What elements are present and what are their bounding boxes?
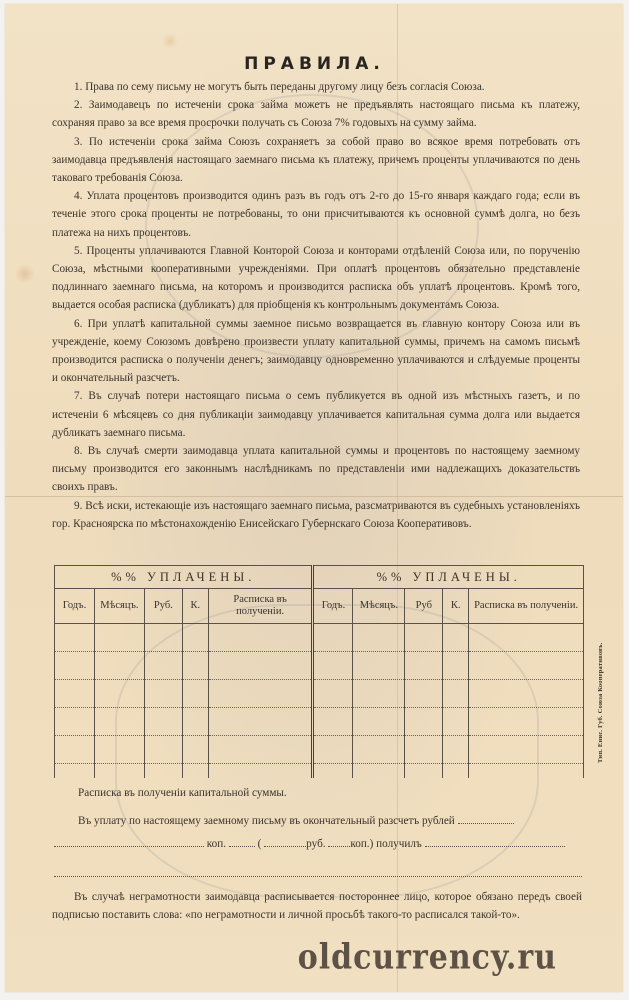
signature-line: [54, 876, 582, 877]
table-row: [55, 680, 584, 708]
table-row: [55, 624, 584, 652]
printer-imprint: Тип. Енис. Губ. Союза Кооперативовъ.: [597, 642, 604, 764]
column-header-year: Годъ.: [313, 589, 353, 624]
table-row: [55, 708, 584, 736]
receipt-amount-text: Въ уплату по настоящему заемному письму въ окончательный разсчетъ рублей: [78, 815, 455, 827]
column-header-kopecks: К.: [443, 589, 469, 624]
received-label: получилъ: [376, 838, 422, 850]
column-header-rubles: Руб: [405, 589, 443, 624]
rule-6: 6. При уплатѣ капитальной суммы заемное письмо возвращается въ главную контору Союза или въ учрежденіе, коему Союзомъ довѣрено произвести уплату капитальной суммы, причемъ на самомъ письмѣ производится расписка о полученіи денегъ; заимодавцу одновременно уплачиваются и слѣдуемые проценты и окончательный разсчетъ.: [52, 317, 580, 385]
column-header-receipt: Расписка въ полученіи.: [208, 589, 313, 624]
amount-blank: [54, 846, 204, 847]
kop-blank: [229, 846, 255, 847]
column-header-year: Годъ.: [55, 589, 95, 624]
document-title: ПРАВИЛА.: [244, 54, 385, 74]
signature-blank: [425, 846, 565, 847]
kop-blank-2: [328, 846, 350, 847]
column-header-kopecks: К.: [182, 589, 208, 624]
table-row: [55, 652, 584, 680]
rule-3: 3. По истеченіи срока займа Союзъ сохраняетъ за собой право во всякое время потребовать отъ заимодавца предъявленія настоящаго заемнаго письма къ платежу, причемъ проценты уплачиваются по день таковаго требованія Союза.: [52, 135, 580, 185]
rule-1: 1. Права по сему письму не могутъ быть переданы другому лицу безъ согласія Союза.: [74, 81, 485, 93]
rub-label: руб.: [306, 838, 326, 850]
table-caption-left: %% УПЛАЧЕНЫ.: [55, 566, 313, 589]
paren: (: [257, 838, 262, 850]
watermark: oldcurrency.ru: [297, 937, 557, 978]
rule-4: 4. Уплата процентовъ производится одинъ разъ въ годъ отъ 2-го до 15-го января каждаго года; если въ теченіе этого срока проценты не потребованы, то они присчитываются къ основной суммѣ долга, но безъ платежа на нихъ процентовъ.: [52, 190, 580, 239]
kop-close-label: коп.): [350, 838, 374, 850]
column-header-receipt: Расписка въ полученіи.: [469, 589, 584, 624]
interest-payment-table: [54, 565, 584, 778]
table-row: [55, 764, 584, 779]
table-caption-right: %% УПЛАЧЕНЫ.: [313, 566, 584, 589]
rule-7: 7. Въ случаѣ потери настоящаго письма о семъ публикуется въ одной изъ мѣстныхъ газетъ, и по истеченіи 6 мѣсяцевъ со дня публикаціи заимодавцу уплачивается капитальная сумма долга или выдается дубликатъ заемнаго письма.: [52, 390, 580, 439]
receipt-title: Расписка въ полученіи капитальной суммы.: [78, 787, 287, 799]
kop-label: коп.: [206, 838, 227, 850]
rub-blank: [264, 846, 306, 847]
rule-8: 8. Въ случаѣ смерти заимодавца уплата капитальной суммы и процентовъ по настоящему заемному письму производится его законнымъ наслѣдникамъ по представленіи ими надлежащихъ доказательствъ своихъ правъ.: [52, 445, 580, 494]
table-row: [55, 736, 584, 764]
illiteracy-note: [52, 888, 582, 924]
rule-2: 2. Заимодавецъ по истеченіи срока займа можетъ не предъявлять настоящаго письма къ платежу, сохраняя право за все время просрочки получать съ Союза 7% годовыхъ на сумму займа.: [52, 99, 580, 130]
rubles-blank: [458, 823, 514, 824]
column-header-rubles: Руб.: [144, 589, 182, 624]
illiteracy-note-text: Въ случаѣ неграмотности заимодавца расписывается постороннее лицо, которое обязано передъ своей подписью поставить слова: «по неграмотности и личной просьбѣ такого-то расписался такой-то».: [52, 891, 582, 922]
column-header-month: Мѣсяцъ.: [353, 589, 405, 624]
rule-9: 9. Всѣ иски, истекающіе изъ настоящаго заемнаго письма, разсматриваются въ судебныхъ установленіяхъ гор. Красноярска по мѣстонахожденію Енисейскаго Губернскаго Союза Кооперативовъ.: [52, 499, 580, 530]
receipt-kopecks-line: [54, 838, 582, 850]
column-header-month: Мѣсяцъ.: [94, 589, 144, 624]
receipt-amount-line: [78, 815, 514, 827]
rules-list: [52, 78, 580, 533]
rule-5: 5. Проценты уплачиваются Главной Конторой Союза и конторами отдѣленій Союза или, по порученію Союза, мѣстными кооперативными учрежденіями. При оплатѣ процентовъ обязательно представленіе подлиннаго заемнаго письма, на которомъ и производится расписка объ уплатѣ процентовъ. Кромѣ того, выдается особая расписка (дубликатъ) для пріобщенія къ контрольнымъ документамъ Союза.: [52, 244, 580, 312]
